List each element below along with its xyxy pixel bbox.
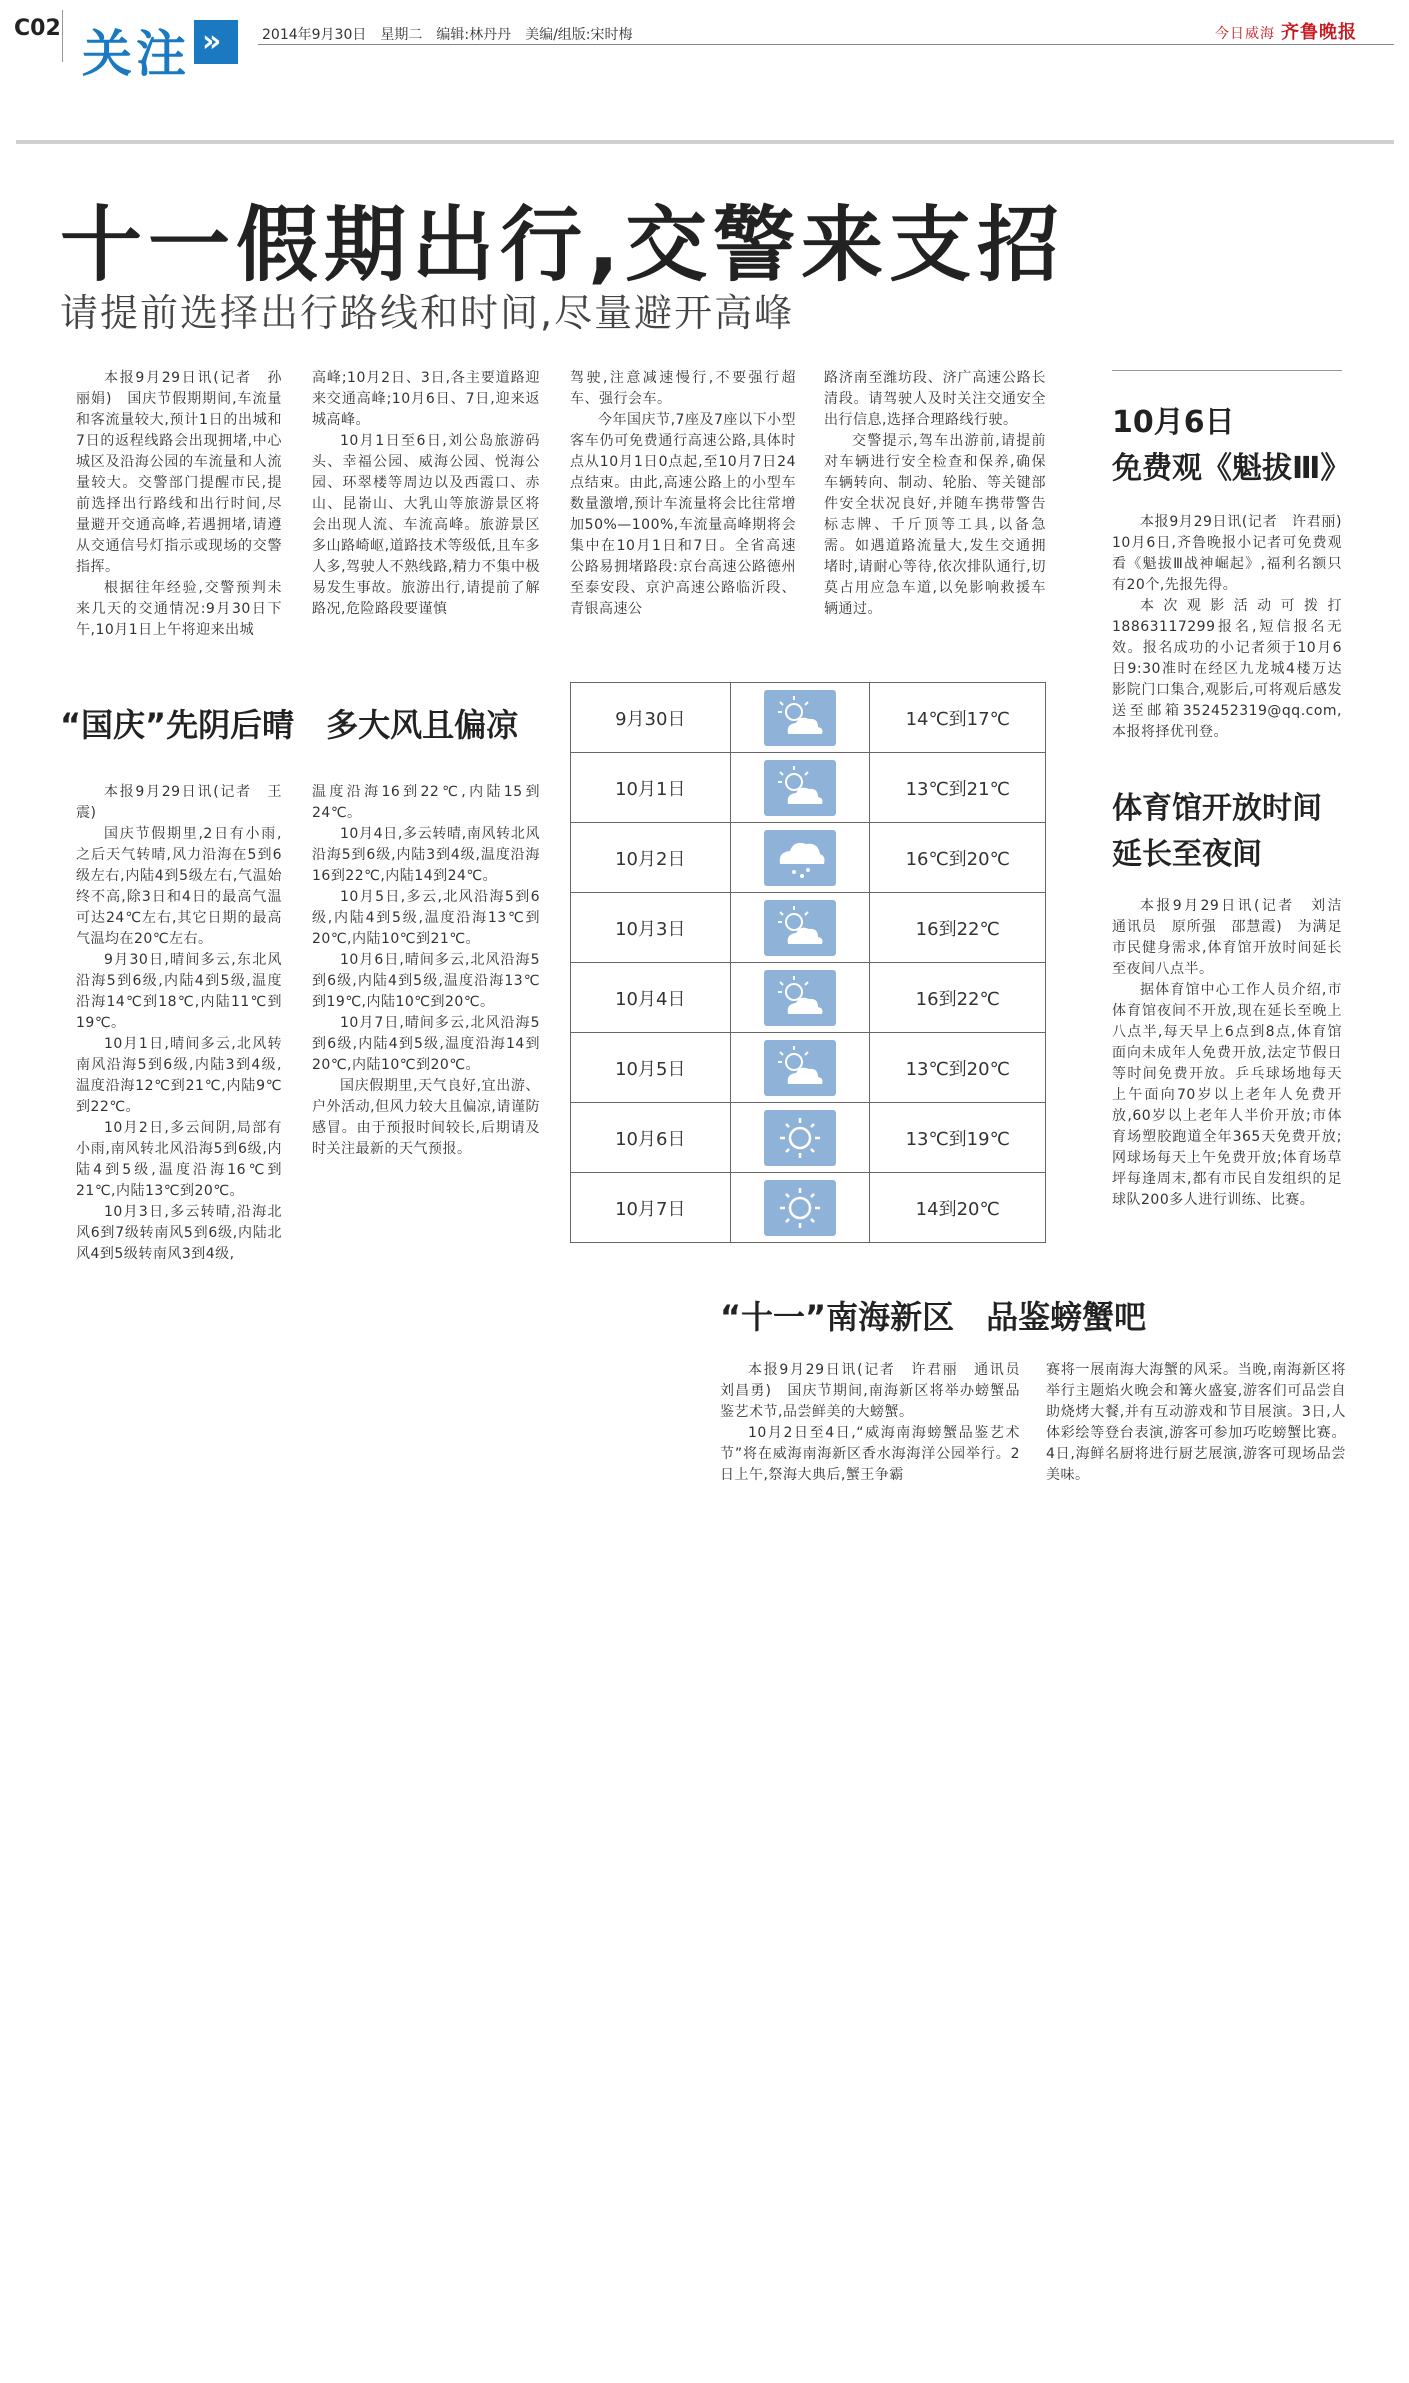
main-article-column-1 (76, 368, 282, 641)
partly-cloudy-icon (764, 690, 836, 746)
page-number: C02 (14, 16, 61, 41)
paragraph: 10月2日,多云间阴,局部有小雨,南风转北风沿海5到6级,内陆4到5级,温度沿海16℃到21℃,内陆13℃到20℃。 (76, 1120, 282, 1199)
forecast-icon-cell (730, 1103, 870, 1173)
forecast-temperature: 14℃到17℃ (870, 683, 1046, 753)
forecast-row (571, 753, 1046, 823)
forecast-icon-cell (730, 753, 870, 823)
forecast-temperature: 14到20℃ (870, 1173, 1046, 1243)
forecast-row (571, 963, 1046, 1033)
paragraph: 国庆节假期里,2日有小雨,之后天气转晴,风力沿海在5到6级左右,内陆4到5级左右,气温始终不高,除3日和4日的最高气温可达24℃左右,其它日期的最高气温均在20℃左右。 (76, 826, 282, 947)
paragraph: 10月7日,晴间多云,北风沿海5到6级,内陆4到5级,温度沿海14到20℃,内陆10℃到20℃。 (312, 1015, 540, 1073)
header-rule (258, 44, 1394, 45)
weather-article-title: “国庆”先阴后晴 多大风且偏凉 (60, 706, 519, 744)
forecast-date: 10月7日 (571, 1173, 731, 1243)
issue-meta: 2014年9月30日 星期二 编辑:林丹丹 美编/组版:宋时梅 (262, 27, 633, 43)
forecast-temperature: 13℃到19℃ (870, 1103, 1046, 1173)
paragraph: 10月5日,多云,北风沿海5到6级,内陆4到5级,温度沿海13℃到20℃,内陆10℃到21℃。 (312, 889, 540, 947)
main-article-column-4 (824, 368, 1046, 620)
movie-article-title (1112, 400, 1350, 492)
forecast-icon-cell (730, 1173, 870, 1243)
forecast-temperature: 16到22℃ (870, 893, 1046, 963)
forecast-date: 10月3日 (571, 893, 731, 963)
weather-article-column-2 (312, 782, 540, 1160)
section-arrow-icon (194, 20, 238, 64)
forecast-date: 10月4日 (571, 963, 731, 1033)
paragraph: 10月1日至6日,刘公岛旅游码头、幸福公园、威海公园、悦海公园、环翠楼等周边以及西霞口、赤山、昆嵛山、大乳山等旅游景区将会出现人流、车流高峰。旅游景区多山路崎岖,道路技术等级低,且车多人多,驾驶人不熟线路,精力不集中极易发生事故。旅游出行,请提前了解路况,危险路段要谨慎 (312, 433, 540, 617)
paragraph: 国庆假期里,天气良好,宜出游、户外活动,但风力较大且偏凉,请谨防感冒。由于预报时间较长,后期请及时关注最新的天气预报。 (312, 1078, 540, 1157)
section-title: 关注 (82, 25, 190, 83)
paragraph: 本次观影活动可拨打18863117299报名,短信报名无效。报名成功的小记者须于10月6日9:30准时在经区九龙城4楼万达影院门口集合,观影后,可将观后感发送至邮箱352452319@qq.com,本报将择优刊登。 (1112, 598, 1342, 740)
paragraph: 温度沿海16到22℃,内陆15到24℃。 (312, 784, 540, 821)
gym-title-line-2: 延长至夜间 (1112, 837, 1262, 872)
paragraph: 10月6日,晴间多云,北风沿海5到6级,内陆4到5级,温度沿海13℃到19℃,内陆10℃到20℃。 (312, 952, 540, 1010)
brand-name: 齐鲁晚报 (1281, 22, 1357, 43)
forecast-temperature: 13℃到21℃ (870, 753, 1046, 823)
headline: 十一假期出行,交警来支招 (60, 198, 1066, 293)
forecast-table (570, 682, 1046, 1243)
movie-article-body (1112, 512, 1357, 743)
forecast-temperature: 16到22℃ (870, 963, 1046, 1033)
sunny-icon (764, 1180, 836, 1236)
paragraph: 10月2日至4日,“威海南海螃蟹品鉴艺术节”将在威海南海新区香水海海洋公园举行。2日上午,祭海大典后,蟹王争霸 (720, 1425, 1020, 1483)
forecast-date: 10月2日 (571, 823, 731, 893)
forecast-date: 9月30日 (571, 683, 731, 753)
paragraph: 本报9月29日讯(记者 许君丽) 10月6日,齐鲁晚报小记者可免费观看《魁拔Ⅲ战神崛起》,福利名额只有20个,先报先得。 (1112, 514, 1357, 593)
forecast-row (571, 1033, 1046, 1103)
paragraph: 本报9月29日讯(记者 许君丽 通讯员 刘昌勇) 国庆节期间,南海新区将举办螃蟹品鉴艺术节,品尝鲜美的大螃蟹。 (720, 1362, 1035, 1420)
top-divider (16, 140, 1394, 144)
light-rain-icon (764, 830, 836, 886)
paragraph: 10月4日,多云转晴,南风转北风沿海5到6级,内陆3到4级,温度沿海16到22℃,内陆14到24℃。 (312, 826, 540, 884)
header-divider (62, 10, 63, 62)
main-article-column-3 (570, 368, 796, 620)
paragraph: 交警提示,驾车出游前,请提前对车辆进行安全检查和保养,确保车辆转向、制动、轮胎、等关键部件安全状况良好,并随车携带警告标志牌、千斤顶等工具,以备急需。如遇道路流量大,发生交通拥堵时,请耐心等待,依次排队通行,切莫占用应急车道,以免影响救援车辆通过。 (824, 433, 1046, 617)
partly-cloudy-icon (764, 1040, 836, 1096)
movie-title-line-1: 10月6日 (1112, 405, 1235, 440)
byline: 本报9月29日讯(记者 王震) (76, 784, 282, 821)
paragraph: 今年国庆节,7座及7座以下小型客车仍可免费通行高速公路,具体时点从10月1日0点起,至10月7日24点结束。由此,高速公路上的小型车数量激增,预计车流量将会比往常增加50%—100%,车流量高峰期将会集中在10月1日和7日。全省高速公路易拥堵路段:京台高速公路德州至泰安段、京沪高速公路临沂段、青银高速公 (570, 412, 796, 617)
forecast-row (571, 893, 1046, 963)
crab-article-title: “十一”南海新区 品鉴螃蟹吧 (720, 1298, 1147, 1336)
paragraph: 赛将一展南海大海蟹的风采。当晚,南海新区将举行主题焰火晚会和篝火盛宴,游客们可品尝自助烧烤大餐,并有互动游戏和节目展演。3日,人体彩绘等登台表演,游客可参加巧吃螃蟹比赛。4日,海鲜名厨将进行厨艺展演,游客可现场品尝美味。 (1046, 1362, 1346, 1483)
forecast-temperature: 16℃到20℃ (870, 823, 1046, 893)
paragraph: 驾驶,注意减速慢行,不要强行超车、强行会车。 (570, 370, 796, 407)
partly-cloudy-icon (764, 900, 836, 956)
partly-cloudy-icon (764, 970, 836, 1026)
forecast-temperature: 13℃到20℃ (870, 1033, 1046, 1103)
section-arrow-glyph: » (202, 24, 222, 59)
gym-title-line-1: 体育馆开放时间 (1112, 791, 1322, 826)
forecast-date: 10月5日 (571, 1033, 731, 1103)
subheadline: 请提前选择出行路线和时间,尽量避开高峰 (60, 291, 795, 335)
crab-article-column-2 (1046, 1360, 1346, 1486)
forecast-icon-cell (730, 963, 870, 1033)
forecast-date: 10月6日 (571, 1103, 731, 1173)
partly-cloudy-icon (764, 760, 836, 816)
forecast-row (571, 823, 1046, 893)
movie-title-line-2: 免费观《魁拔Ⅲ》 (1112, 451, 1351, 486)
forecast-icon-cell (730, 1033, 870, 1103)
forecast-icon-cell (730, 823, 870, 893)
forecast-date: 10月1日 (571, 753, 731, 823)
forecast-icon-cell (730, 683, 870, 753)
paragraph: 10月3日,多云转晴,沿海北风6到7级转南风5到6级,内陆北风4到5级转南风3到4级, (76, 1204, 282, 1262)
paragraph: 高峰;10月2日、3日,各主要道路迎来交通高峰;10月6日、7日,迎来返城高峰。 (312, 370, 540, 428)
newspaper-brand (1215, 18, 1357, 44)
crab-article-column-1 (720, 1360, 1035, 1486)
right-column-rule (1112, 370, 1342, 371)
forecast-row (571, 1173, 1046, 1243)
main-article-column-2 (312, 368, 540, 620)
forecast-icon-cell (730, 893, 870, 963)
paragraph: 本报9月29日讯(记者 孙丽娟) 国庆节假期期间,车流量和客流量较大,预计1日的出城和7日的返程线路会出现拥堵,中心城区及沿海公园的车流量和人流量较大。交警部门提醒市民,提前选择出行路线和出行时间,尽量避开交通高峰,若遇拥堵,请遵从交通信号灯指示或现场的交警指挥。 (76, 370, 282, 575)
forecast-row (571, 683, 1046, 753)
paragraph: 本报9月29日讯(记者 刘洁 通讯员 原所强 邵慧霞) 为满足市民健身需求,体育馆开放时间延长至夜间八点半。 (1112, 898, 1357, 977)
paragraph: 根据往年经验,交警预判未来几天的交通情况:9月30日下午,10月1日上午将迎来出城 (76, 580, 282, 638)
paragraph: 9月30日,晴间多云,东北风沿海5到6级,内陆4到5级,温度沿海14℃到18℃,内陆11℃到19℃。 (76, 952, 282, 1031)
sunny-icon (764, 1110, 836, 1166)
paragraph: 据体育馆中心工作人员介绍,市体育馆夜间不开放,现在延长至晚上八点半,每天早上6点到8点,体育馆面向未成年人免费开放,法定节假日等时间免费开放。乒乓球场地每天上午面向70岁以上老年人免费开放,60岁以上老年人半价开放;市体育场塑胶跑道全年365天免费开放;网球场每天上午免费开放;体育场草坪每逢周末,都有市民自发组织的足球队200多人进行训练、比赛。 (1112, 982, 1342, 1208)
gym-article-body (1112, 896, 1357, 1211)
weather-article-column-1 (76, 782, 282, 1265)
paragraph: 10月1日,晴间多云,北风转南风沿海5到6级,内陆3到4级,温度沿海12℃到21℃,内陆9℃到22℃。 (76, 1036, 282, 1115)
brand-subtitle: 今日威海 (1215, 26, 1275, 42)
paragraph: 路济南至潍坊段、济广高速公路长清段。请驾驶人及时关注交通安全出行信息,选择合理路线行驶。 (824, 370, 1046, 428)
gym-article-title (1112, 786, 1322, 878)
forecast-row (571, 1103, 1046, 1173)
